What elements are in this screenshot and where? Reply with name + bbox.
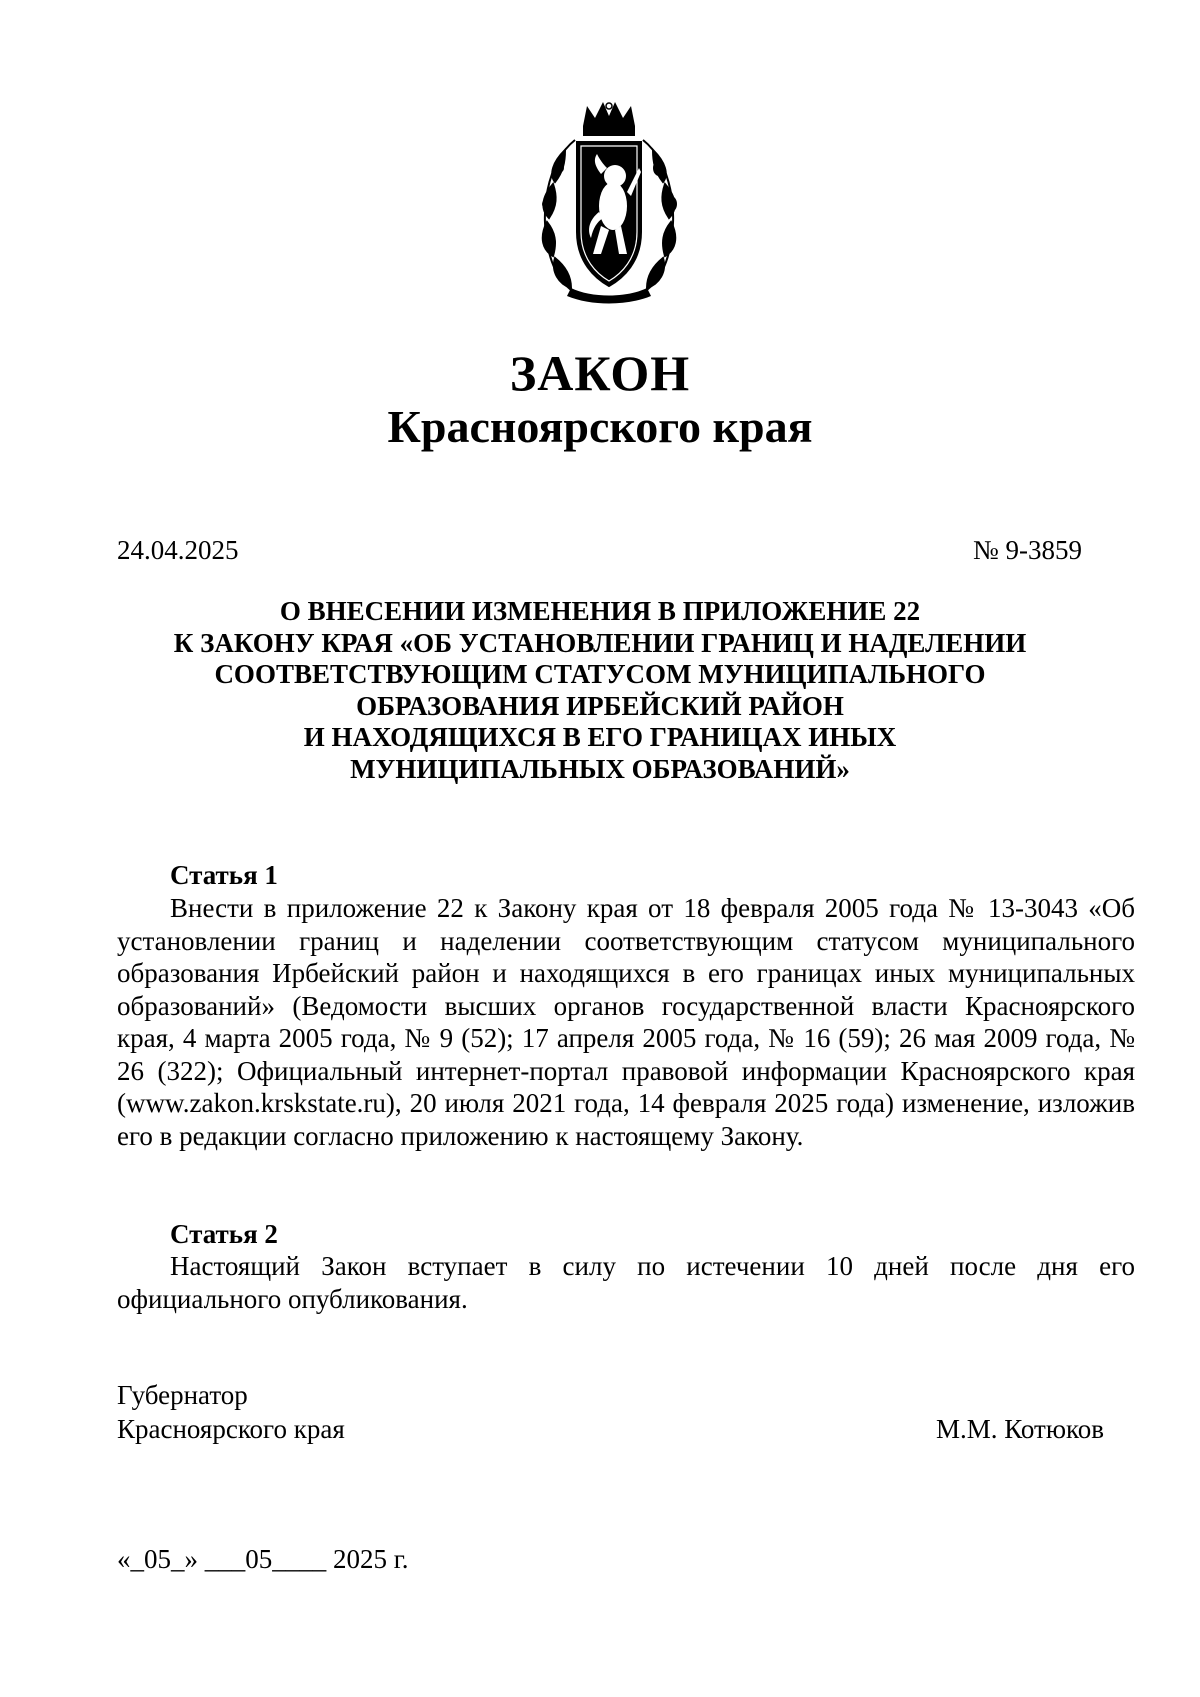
law-heading-line: МУНИЦИПАЛЬНЫХ ОБРАЗОВАНИЙ» xyxy=(350,753,850,784)
document-title: ЗАКОН xyxy=(509,345,691,401)
law-number: № 9-3859 xyxy=(972,535,1082,565)
document-subtitle: Красноярского края xyxy=(387,401,813,452)
law-heading-line: ОБРАЗОВАНИЯ ИРБЕЙСКИЙ РАЙОН xyxy=(356,690,844,721)
law-heading-line: О ВНЕСЕНИИ ИЗМЕНЕНИЯ В ПРИЛОЖЕНИЕ 22 xyxy=(279,596,921,626)
law-heading-line: СООТВЕТСТВУЮЩИМ СТАТУСОМ МУНИЦИПАЛЬНОГО xyxy=(214,659,986,690)
law-heading-line: К ЗАКОНУ КРАЯ «ОБ УСТАНОВЛЕНИИ ГРАНИЦ И НАДЕЛЕНИИ xyxy=(173,627,1027,658)
signatory-name: М.М. Котюков xyxy=(935,1414,1104,1444)
article-2-heading: Статья 2 xyxy=(170,1219,278,1249)
signatory-position-line: Губернатор xyxy=(117,1380,248,1410)
signatory-position-line: Красноярского края xyxy=(117,1414,345,1444)
law-heading-line: И НАХОДЯЩИХСЯ В ЕГО ГРАНИЦАХ ИНЫХ xyxy=(303,722,897,753)
adoption-date: 24.04.2025 xyxy=(117,535,239,565)
krasnoyarsk-coat-of-arms-icon xyxy=(535,102,683,307)
signing-date: «_05_» ___05____ 2025 г. xyxy=(117,1544,409,1574)
article-2-text: Настоящий Закон вступает в силу по истечении 10 дней после дня его официального опубликования. xyxy=(117,1251,1135,1314)
law-heading xyxy=(0,596,1200,786)
article-1-text: Внести в приложение 22 к Закону края от 18 февраля 2005 года № 13-3043 «Об установлении границ и наделении соответствующим статусом муниципального образования Ирбейский район и находящихся в его границах иных муниципальных образований» (Ведомости высших органов государственной власти Красноярского края, 4 марта 2005 года, № 9 (52); 17 апреля 2005 года, № 16 (59); 26 мая 2009 года, № 26 (322); Официальный интернет-портал правовой информации Красноярского края (www.zakon.krskstate.ru), 20 июля 2021 года, 14 февраля 2025 года) изменение, изложив его в редакции согласно приложению к настоящему Закону. xyxy=(117,893,1135,1151)
article-1-heading: Статья 1 xyxy=(170,860,278,890)
signatory-position xyxy=(117,1378,345,1446)
